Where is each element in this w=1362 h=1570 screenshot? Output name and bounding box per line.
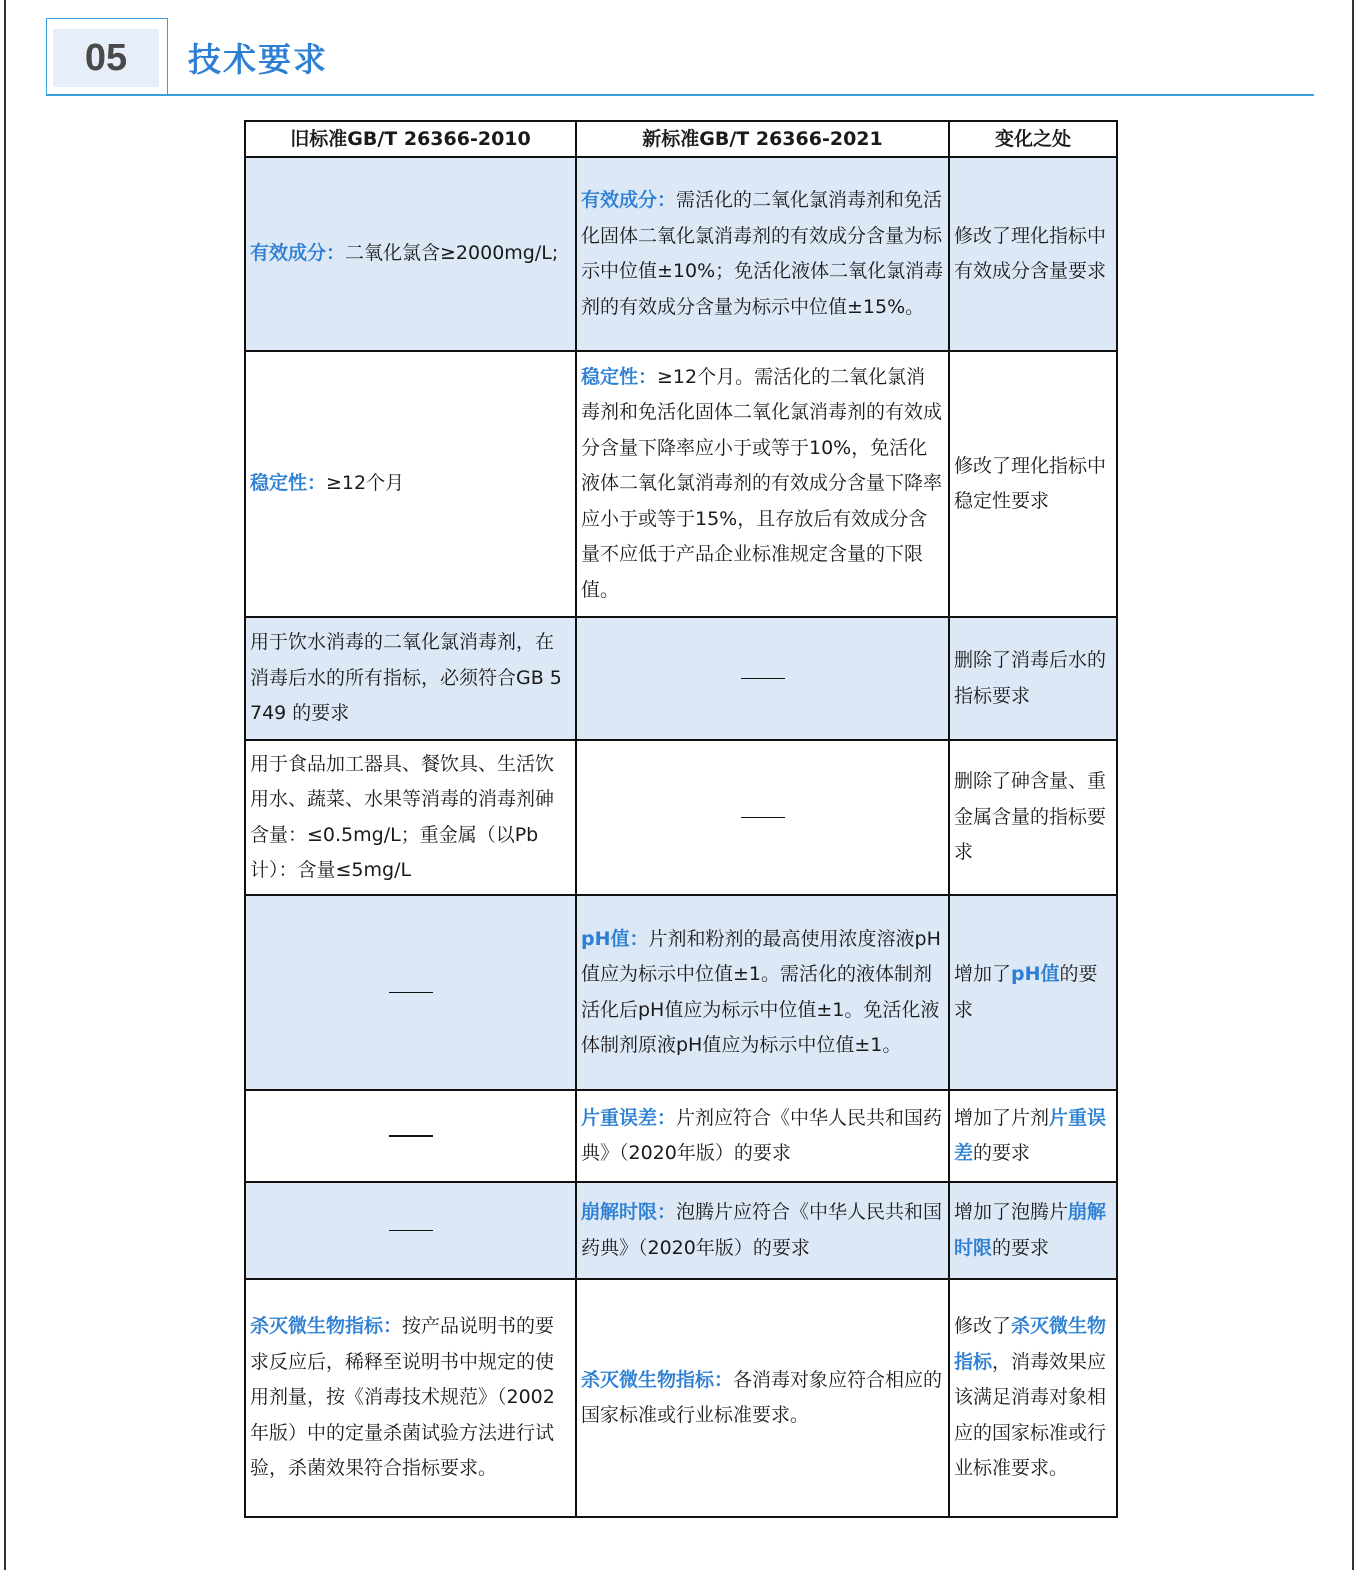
change-text: 增加了片剂 [954,1106,1050,1129]
empty-dash [389,992,433,994]
section-number: 05 [53,29,159,87]
item-text: ≥12个月。需活化的二氧化氯消毒剂和免活化固体二氧化氯消毒剂的有效成分含量下降率应小于或等于10%，免活化液体二氧化氯消毒剂的有效成分含量下降率应小于或等于15%，且存放后有效成分含量不应低于产品企业标准规定含量的下限值。 [581,365,943,601]
change-text: 修改了理化指标中有效成分含量要求 [954,224,1107,282]
cell-change [949,1090,1117,1182]
cell-old-standard [245,1090,576,1182]
item-keyword: 有效成分： [250,242,346,265]
table-header-row [245,121,1117,157]
item-keyword: 片重误差： [581,1106,677,1129]
cell-old-standard [245,157,576,351]
cell-old-standard [245,740,576,895]
item-text: 各消毒对象应符合相应的国家标准或行业标准要求。 [581,1368,943,1426]
item-keyword: 稳定性： [250,472,327,495]
item-text: 用于食品加工器具、餐饮具、生活饮用水、蔬菜、水果等消毒的消毒剂砷含量：≤0.5mg/L；重金属（以Pb计）：含量≤5mg/L [250,752,555,881]
empty-dash [389,1135,433,1137]
cell-change [949,351,1117,617]
change-keyword: 崩解时限 [954,1201,1107,1259]
change-text: 修改了理化指标中稳定性要求 [954,454,1107,512]
change-text: 增加了泡腾片 [954,1201,1069,1223]
item-text: 泡腾片应符合《中华人民共和国药典》（2020年版）的要求 [581,1201,943,1259]
item-keyword: 杀灭微生物指标： [581,1368,734,1391]
change-text: 的要求 [954,963,1098,1021]
item-text: 用于饮水消毒的二氧化氯消毒剂，在消毒后水的所有指标，必须符合GB 5749 的要求 [250,631,562,725]
cell-old-standard [245,895,576,1090]
cell-change [949,1182,1117,1279]
table-row [245,617,1117,740]
table-row [245,1279,1117,1517]
empty-dash [741,678,785,680]
change-keyword: 片重误差 [954,1106,1107,1164]
cell-new-standard [576,351,949,617]
cell-old-standard [245,1279,576,1517]
cell-change [949,895,1117,1090]
item-keyword: 崩解时限： [581,1201,677,1223]
item-text: 片剂和粉剂的最高使用浓度溶液pH值应为标示中位值±1。需活化的液体制剂活化后pH值应为标示中位值±1。免活化液体制剂原液pH值应为标示中位值±1。 [581,927,941,1056]
change-keyword: 杀灭微生物指标 [954,1315,1107,1373]
item-keyword: 稳定性： [581,365,658,388]
change-text: 修改了 [954,1315,1012,1338]
table-row [245,1182,1117,1279]
cell-change [949,1279,1117,1517]
section-title: 技术要求 [188,40,328,79]
change-text: ，消毒效果应该满足消毒对象相应的国家标准或行业标准要求。 [954,1350,1107,1480]
item-keyword: 有效成分： [581,189,677,211]
change-text: 删除了消毒后水的指标要求 [954,649,1107,707]
header-new-standard: 新标准GB/T 26366-2021 [576,121,949,157]
section-header [46,18,1314,96]
page-frame-right [1352,0,1354,1570]
cell-new-standard [576,1090,949,1182]
table-row [245,740,1117,895]
cell-new-standard [576,1182,949,1279]
cell-new-standard [576,157,949,351]
empty-dash [741,817,785,819]
change-text: 的要求 [992,1236,1050,1259]
item-keyword: 杀灭微生物指标： [250,1315,403,1338]
cell-new-standard [576,895,949,1090]
item-keyword: pH值： [581,927,649,950]
header-changes: 变化之处 [949,121,1117,157]
item-text: 片剂应符合《中华人民共和国药典》（2020年版）的要求 [581,1106,943,1164]
cell-old-standard [245,351,576,617]
cell-new-standard [576,740,949,895]
cell-change [949,740,1117,895]
item-text: ≥12个月 [326,472,405,495]
change-text: 增加了 [954,963,1012,985]
item-text: 二氧化氯含≥2000mg/L; [345,242,559,265]
cell-new-standard [576,617,949,740]
cell-old-standard [245,617,576,740]
cell-new-standard [576,1279,949,1517]
table-row [245,895,1117,1090]
table-row [245,351,1117,617]
change-text: 的要求 [973,1142,1031,1164]
table-row [245,157,1117,351]
item-text: 按产品说明书的要求反应后，稀释至说明书中规定的使用剂量，按《消毒技术规范》（2002年版）中的定量杀菌试验方法进行试验，杀菌效果符合指标要求。 [250,1315,555,1480]
cell-change [949,157,1117,351]
change-keyword: pH值 [1011,963,1060,985]
page-frame-left [4,0,6,1570]
table-row [245,1090,1117,1182]
empty-dash [389,1230,433,1232]
section-number-box [46,18,168,94]
cell-change [949,617,1117,740]
item-text: 需活化的二氧化氯消毒剂和免活化固体二氧化氯消毒剂的有效成分含量为标示中位值±10%；免活化液体二氧化氯消毒剂的有效成分含量为标示中位值±15%。 [581,189,944,318]
change-text: 删除了砷含量、重金属含量的指标要求 [954,770,1107,864]
header-old-standard: 旧标准GB/T 26366-2010 [245,121,576,157]
cell-old-standard [245,1182,576,1279]
comparison-table [244,120,1118,1518]
header-divider [46,94,1314,96]
